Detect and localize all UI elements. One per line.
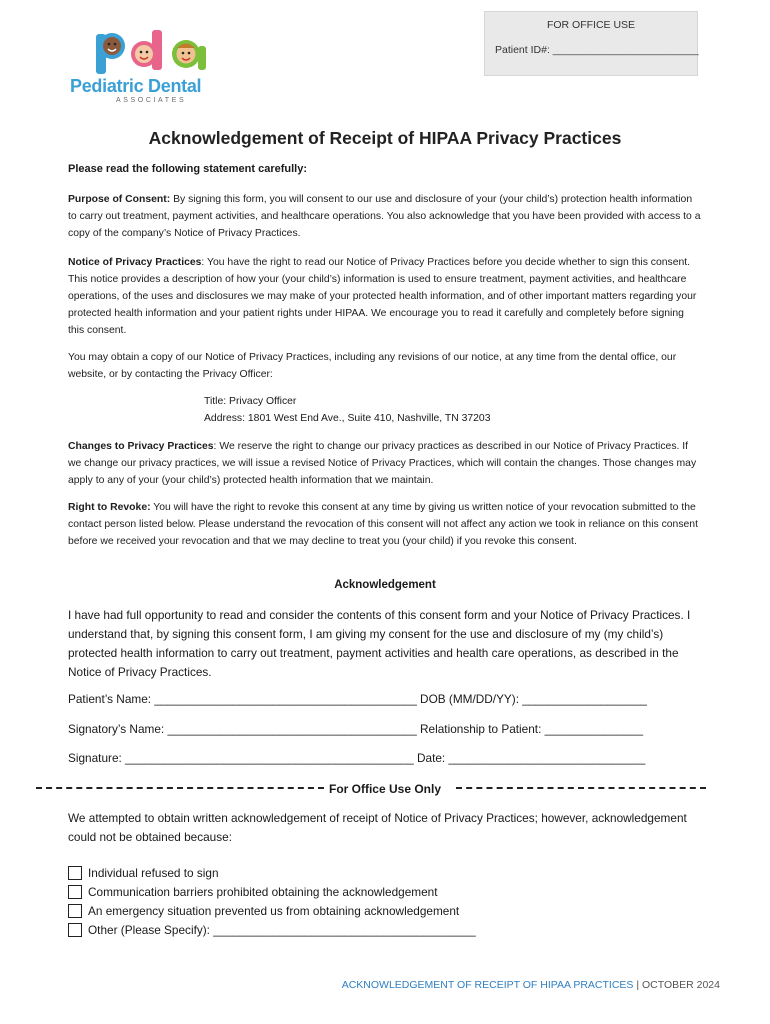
contact-title: Title: Privacy Officer	[204, 396, 297, 407]
signature-field[interactable]: Signature: ____________________________________________ Date: ______________________________	[68, 751, 646, 765]
lead-instruction: Please read the following statement carefully:	[68, 163, 308, 175]
changes-label: Changes to Privacy Practices	[68, 441, 214, 452]
reason-label: An emergency situation prevented us from obtaining acknowledgement	[88, 903, 460, 918]
notice-paragraph	[68, 254, 702, 339]
office-use-box	[484, 11, 698, 76]
reason-option[interactable]	[68, 863, 476, 882]
notice-label: Notice of Privacy Practices	[68, 257, 202, 268]
acknowledgement-text: I have had full opportunity to read and consider the contents of this consent form and your Notice of Privacy Practices. I understand that, by signing this consent form, I am giving my consent for the use and disclosure of my (my child’s) protected health information to carry out treatment, payment activities and health care operations, as described in the Notice of Privacy Practices.	[68, 608, 691, 679]
reason-option[interactable]	[68, 901, 476, 920]
revoke-label: Right to Revoke:	[68, 502, 151, 513]
reason-option[interactable]	[68, 920, 476, 939]
purpose-label: Purpose of Consent:	[68, 194, 171, 205]
revoke-paragraph	[68, 499, 702, 550]
reason-option[interactable]	[68, 882, 476, 901]
acknowledgement-heading: Acknowledgement	[334, 579, 436, 591]
checkbox[interactable]	[68, 923, 82, 937]
obtain-paragraph: You may obtain a copy of our Notice of Privacy Practices, including any revisions of our notice, at any time from the dental office, our website, or by contacting the Privacy Officer:	[68, 352, 677, 380]
footer-date: OCTOBER 2024	[641, 979, 720, 991]
document-title: Acknowledgement of Receipt of HIPAA Privacy Practices	[148, 128, 622, 148]
page-footer	[342, 979, 720, 991]
reason-label: Other (Please Specify): ________________________________________	[88, 922, 476, 937]
dashed-divider-right	[456, 787, 706, 789]
practice-logo	[70, 28, 212, 104]
purpose-text: By signing this form, you will consent to our use and disclosure of your (your child’s) protection health information to carry out treatment, payment activities, and healthcare operations. You also acknowledge that you have been provided with access to a copy of the company’s Notice of Privacy Practices.	[68, 194, 701, 239]
revoke-text: You will have the right to revoke this consent at any time by giving us written notice of your revocation submitted to the contact person listed below. Please understand the revocation of this consent will not affect any action we took in reliance on this consent before we received your revocation and that we may decline to treat you (your child) if you revoke this consent.	[68, 502, 698, 547]
footer-doc-name: ACKNOWLEDGEMENT OF RECEIPT OF HIPAA PRACTICES	[341, 979, 634, 991]
changes-text: : We reserve the right to change our privacy practices as described in our Notice of Privacy Practices. If we change our privacy practices, we will issue a revised Notice of Privacy Practices, which will contain the changes. Those changes may apply to any of your (your child’s) protected health information that we maintain.	[68, 441, 697, 486]
reason-checklist	[68, 863, 476, 939]
footer-separator: |	[633, 979, 642, 991]
logo-name: Pediatric Dental	[70, 76, 202, 96]
office-use-title: FOR OFFICE USE	[546, 19, 636, 31]
reason-label: Individual refused to sign	[88, 865, 219, 880]
logo-subtitle: ASSOCIATES	[116, 97, 187, 104]
patient-name-field[interactable]: Patient’s Name: ________________________________________ DOB (MM/DD/YY): ___________________	[68, 692, 647, 706]
checkbox[interactable]	[68, 866, 82, 880]
checkbox[interactable]	[68, 904, 82, 918]
kids-faces-logo-graphic	[92, 28, 212, 76]
office-only-heading: For Office Use Only	[328, 782, 442, 796]
changes-paragraph	[68, 438, 702, 489]
purpose-paragraph	[68, 191, 702, 242]
checkbox[interactable]	[68, 885, 82, 899]
contact-address: Address: 1801 West End Ave., Suite 410, Nashville, TN 37203	[204, 413, 491, 424]
patient-id-field[interactable]: Patient ID#: _________________________	[495, 44, 699, 56]
reason-label: Communication barriers prohibited obtaining the acknowledgement	[88, 884, 438, 899]
signatory-name-field[interactable]: Signatory’s Name: ______________________________________ Relationship to Patient: _______________	[68, 722, 644, 736]
office-only-text: We attempted to obtain written acknowledgement of receipt of Notice of Privacy Practices; however, acknowledgement could not be obtained because:	[68, 811, 687, 844]
notice-text: : You have the right to read our Notice of Privacy Practices before you decide whether to sign this consent. This notice provides a description of how your (your child’s) information is used to ensure treatment, payment activities, and healthcare operations, of the uses and disclosures we may make of your protected health information, and of other important matters regarding your protected health information and your patient rights under HIPAA. We encourage you to read it carefully and completely before signing this consent.	[68, 257, 697, 336]
